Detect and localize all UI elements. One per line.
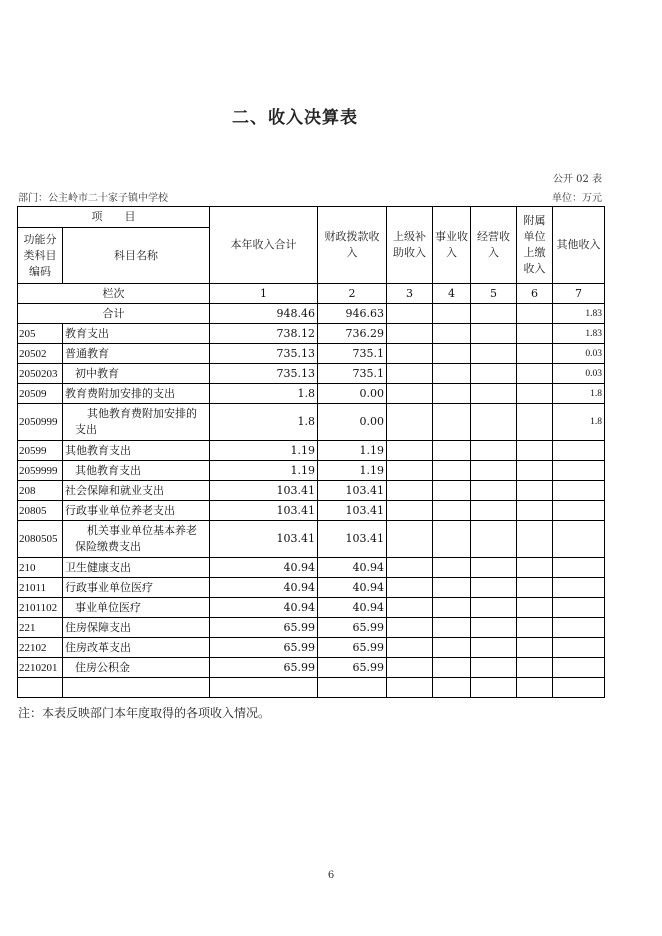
value-col1: [210, 678, 318, 698]
value-col4: [433, 578, 471, 598]
subject-code: 20805: [18, 501, 63, 521]
subject-name: [63, 678, 210, 698]
subject-code: 2210201: [18, 658, 63, 678]
value-col7: [553, 618, 605, 638]
value-col6: [517, 481, 553, 501]
value-col1: 40.94: [210, 578, 318, 598]
subject-name: 其他教育支出: [63, 441, 210, 461]
value-col5: [471, 481, 517, 501]
total-label: 合计: [18, 304, 210, 324]
value-col5: [471, 501, 517, 521]
table-row: [18, 441, 605, 461]
value-col6: [517, 678, 553, 698]
value-col3: [387, 324, 433, 344]
value-col5: [471, 521, 517, 558]
value-col6: [517, 384, 553, 404]
value-col2: 735.1: [318, 344, 387, 364]
value-col1: 65.99: [210, 658, 318, 678]
header-col3: 上级补助收入: [387, 207, 433, 284]
value-col4: [433, 678, 471, 698]
table-row: [18, 481, 605, 501]
value-col1: 103.41: [210, 481, 318, 501]
page-number: 6: [327, 870, 335, 881]
value-col7: [553, 578, 605, 598]
value-col5: [471, 578, 517, 598]
subject-name: 行政事业单位养老支出: [63, 501, 210, 521]
value-col6: [517, 404, 553, 441]
subject-name: 其他教育支出: [63, 461, 210, 481]
value-col2: 65.99: [318, 658, 387, 678]
value-col7: 1.83: [553, 324, 605, 344]
value-col4: [433, 521, 471, 558]
value-col2: 1.19: [318, 461, 387, 481]
column-index-label: 栏次: [18, 284, 210, 304]
table-row: [18, 404, 605, 441]
total-col3: [387, 304, 433, 324]
value-col2: 103.41: [318, 501, 387, 521]
value-col7: 0.03: [553, 344, 605, 364]
table-row: [18, 658, 605, 678]
value-col7: [553, 598, 605, 618]
total-col6: [517, 304, 553, 324]
value-col5: [471, 558, 517, 578]
value-col1: 65.99: [210, 618, 318, 638]
value-col1: 735.13: [210, 364, 318, 384]
value-col6: [517, 501, 553, 521]
value-col7: [553, 501, 605, 521]
value-col2: 736.29: [318, 324, 387, 344]
value-col7: [553, 558, 605, 578]
subject-name: 卫生健康支出: [63, 558, 210, 578]
table-row: [18, 364, 605, 384]
value-col2: 40.94: [318, 558, 387, 578]
subject-code: 210: [18, 558, 63, 578]
value-col4: [433, 481, 471, 501]
value-col4: [433, 658, 471, 678]
value-col6: [517, 618, 553, 638]
value-col2: 65.99: [318, 618, 387, 638]
value-col5: [471, 598, 517, 618]
subject-name: 住房改革支出: [63, 638, 210, 658]
subject-name: 事业单位医疗: [63, 598, 210, 618]
subject-name: 其他教育费附加安排的支出: [63, 404, 210, 441]
value-col4: [433, 384, 471, 404]
table-row: [18, 461, 605, 481]
table-row: [18, 384, 605, 404]
value-col5: [471, 384, 517, 404]
value-col5: [471, 404, 517, 441]
header-col2: 财政拨款收入: [318, 207, 387, 284]
table-row: [18, 578, 605, 598]
column-index-7: 7: [553, 284, 605, 304]
total-col1: 948.46: [210, 304, 318, 324]
value-col4: [433, 638, 471, 658]
table-row: [18, 324, 605, 344]
value-col5: [471, 461, 517, 481]
form-number: 公开 02 表: [552, 174, 602, 185]
table-row: [18, 501, 605, 521]
column-index-6: 6: [517, 284, 553, 304]
value-col4: [433, 441, 471, 461]
value-col1: 103.41: [210, 501, 318, 521]
value-col4: [433, 618, 471, 638]
value-col2: 0.00: [318, 384, 387, 404]
total-col5: [471, 304, 517, 324]
value-col3: [387, 578, 433, 598]
subject-code: 221: [18, 618, 63, 638]
header-project: 项 目: [18, 207, 210, 228]
value-col3: [387, 618, 433, 638]
value-col4: [433, 344, 471, 364]
header-func-code: 功能分类科目编码: [18, 228, 63, 284]
value-col3: [387, 678, 433, 698]
column-index-1: 1: [210, 284, 318, 304]
value-col4: [433, 324, 471, 344]
table-row: [18, 344, 605, 364]
value-col6: [517, 658, 553, 678]
value-col3: [387, 501, 433, 521]
value-col6: [517, 598, 553, 618]
value-col2: 103.41: [318, 521, 387, 558]
value-col6: [517, 441, 553, 461]
value-col2: [318, 678, 387, 698]
column-index-5: 5: [471, 284, 517, 304]
total-col7: 1.83: [553, 304, 605, 324]
table-row: [18, 638, 605, 658]
value-col7: [553, 441, 605, 461]
value-col6: [517, 364, 553, 384]
value-col6: [517, 324, 553, 344]
header-col6: 附属单位上缴收入: [517, 207, 553, 284]
value-col2: 1.19: [318, 441, 387, 461]
value-col4: [433, 501, 471, 521]
value-col3: [387, 558, 433, 578]
subject-name: 社会保障和就业支出: [63, 481, 210, 501]
page-title: 二、收入决算表: [232, 108, 358, 128]
subject-code: 2059999: [18, 461, 63, 481]
unit-label: 单位：万元: [552, 193, 602, 204]
subject-name: 初中教育: [63, 364, 210, 384]
value-col3: [387, 344, 433, 364]
value-col7: [553, 481, 605, 501]
subject-name: 机关事业单位基本养老保险缴费支出: [63, 521, 210, 558]
value-col4: [433, 404, 471, 441]
subject-code: 20509: [18, 384, 63, 404]
value-col1: 65.99: [210, 638, 318, 658]
table-row: [18, 558, 605, 578]
subject-code: 20599: [18, 441, 63, 461]
table-row: [18, 598, 605, 618]
value-col5: [471, 638, 517, 658]
income-report-table: [17, 206, 605, 698]
value-col1: 1.19: [210, 441, 318, 461]
value-col5: [471, 324, 517, 344]
subject-name: 住房保障支出: [63, 618, 210, 638]
header-col1: 本年收入合计: [210, 207, 318, 284]
header-subject-name: 科目名称: [63, 228, 210, 284]
subject-name: 普通教育: [63, 344, 210, 364]
value-col7: 0.03: [553, 364, 605, 384]
total-col4: [433, 304, 471, 324]
value-col4: [433, 461, 471, 481]
value-col7: [553, 461, 605, 481]
value-col5: [471, 678, 517, 698]
value-col1: 1.8: [210, 384, 318, 404]
subject-code: 2050203: [18, 364, 63, 384]
value-col5: [471, 658, 517, 678]
value-col5: [471, 618, 517, 638]
value-col3: [387, 384, 433, 404]
subject-code: 2050999: [18, 404, 63, 441]
value-col7: [553, 658, 605, 678]
subject-code: 205: [18, 324, 63, 344]
value-col3: [387, 598, 433, 618]
subject-code: [18, 678, 63, 698]
value-col5: [471, 364, 517, 384]
value-col5: [471, 441, 517, 461]
value-col6: [517, 578, 553, 598]
value-col7: [553, 638, 605, 658]
value-col6: [517, 344, 553, 364]
total-col2: 946.63: [318, 304, 387, 324]
value-col3: [387, 441, 433, 461]
value-col1: 1.8: [210, 404, 318, 441]
subject-code: 22102: [18, 638, 63, 658]
value-col1: 103.41: [210, 521, 318, 558]
value-col7: 1.8: [553, 384, 605, 404]
value-col6: [517, 521, 553, 558]
value-col4: [433, 558, 471, 578]
value-col3: [387, 521, 433, 558]
subject-code: 2101102: [18, 598, 63, 618]
column-index-row: [18, 284, 605, 304]
value-col3: [387, 481, 433, 501]
subject-code: 21011: [18, 578, 63, 598]
value-col2: 735.1: [318, 364, 387, 384]
column-index-2: 2: [318, 284, 387, 304]
table-row: [18, 678, 605, 698]
header-col5: 经营收入: [471, 207, 517, 284]
value-col3: [387, 461, 433, 481]
table-row: [18, 618, 605, 638]
footnote: 注：本表反映部门本年度取得的各项收入情况。: [18, 706, 271, 720]
value-col3: [387, 658, 433, 678]
value-col7: [553, 678, 605, 698]
value-col5: [471, 344, 517, 364]
column-index-3: 3: [387, 284, 433, 304]
value-col7: 1.8: [553, 404, 605, 441]
value-col2: 40.94: [318, 578, 387, 598]
value-col2: 103.41: [318, 481, 387, 501]
subject-code: 2080505: [18, 521, 63, 558]
value-col3: [387, 404, 433, 441]
value-col4: [433, 364, 471, 384]
value-col6: [517, 558, 553, 578]
value-col4: [433, 598, 471, 618]
value-col2: 0.00: [318, 404, 387, 441]
column-index-4: 4: [433, 284, 471, 304]
subject-code: 208: [18, 481, 63, 501]
subject-name: 教育费附加安排的支出: [63, 384, 210, 404]
value-col1: 40.94: [210, 598, 318, 618]
value-col3: [387, 638, 433, 658]
total-row: [18, 304, 605, 324]
subject-name: 住房公积金: [63, 658, 210, 678]
header-col7: 其他收入: [553, 207, 605, 284]
value-col1: 738.12: [210, 324, 318, 344]
value-col1: 735.13: [210, 344, 318, 364]
value-col7: [553, 521, 605, 558]
department-label: 部门：公主岭市二十家子镇中学校: [18, 193, 168, 204]
table-row: [18, 521, 605, 558]
subject-code: 20502: [18, 344, 63, 364]
value-col1: 1.19: [210, 461, 318, 481]
subject-name: 教育支出: [63, 324, 210, 344]
header-col4: 事业收入: [433, 207, 471, 284]
value-col2: 65.99: [318, 638, 387, 658]
value-col6: [517, 461, 553, 481]
value-col6: [517, 638, 553, 658]
value-col3: [387, 364, 433, 384]
value-col1: 40.94: [210, 558, 318, 578]
value-col2: 40.94: [318, 598, 387, 618]
subject-name: 行政事业单位医疗: [63, 578, 210, 598]
